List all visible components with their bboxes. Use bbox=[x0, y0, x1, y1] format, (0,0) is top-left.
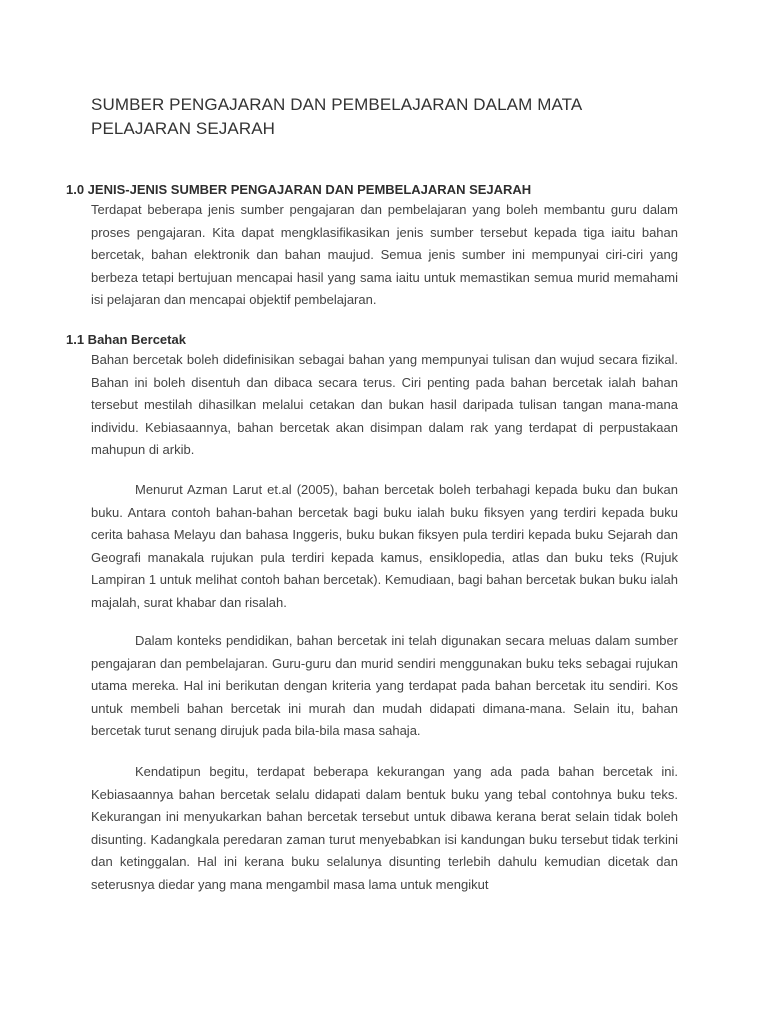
paragraph: Kendatipun begitu, terdapat beberapa kekurangan yang ada pada bahan bercetak ini. Kebiasaannya bahan bercetak selalu didapati dalam bentuk buku yang tebal contohnya buku teks. Kekurangan ini menyukarkan bahan bercetak tersebut untuk dibawa kerana berat selain tidak boleh disunting. Kadangkala peredaran zaman turut menyebabkan isi kandungan buku tersebut tidak terkini dan ketinggalan. Hal ini kerana buku selalunya disunting terlebih dahulu kemudian dicetak dan seterusnya diedar yang mana mengambil masa lama untuk mengikut bbox=[91, 764, 678, 892]
section-heading: 1.1 Bahan Bercetak bbox=[66, 332, 186, 347]
section-heading: 1.0 JENIS-JENIS SUMBER PENGAJARAN DAN PEMBELAJARAN SEJARAH bbox=[66, 182, 532, 197]
title-line: SUMBER PENGAJARAN DAN PEMBELAJARAN DALAM MATA bbox=[91, 95, 583, 114]
paragraph: Dalam konteks pendidikan, bahan bercetak ini telah digunakan secara meluas dalam sumber pengajaran dan pembelajaran. Guru-guru dan murid sendiri menggunakan buku teks sebagai rujukan utama mereka. Hal ini berikutan dengan kriteria yang terdapat pada bahan bercetak itu sendiri. Kos untuk membeli bahan bercetak ini murah dan mudah didapati dimana-mana. Selain itu, bahan bercetak turut senang dirujuk pada bila-bila masa sahaja. bbox=[91, 633, 678, 738]
document-title bbox=[91, 93, 651, 141]
paragraph: Bahan bercetak boleh didefinisikan sebagai bahan yang mempunyai tulisan dan wujud secara fizikal. Bahan ini boleh disentuh dan dibaca secara terus. Ciri penting pada bahan bercetak ialah bahan tersebut mestilah dihasilkan melalui cetakan dan bukan hasil daripada tulisan tangan mana-mana individu. Kebiasaannya, bahan bercetak akan disimpan dalam rak yang terdapat di perpustakaan mahupun di arkib. bbox=[91, 352, 678, 457]
paragraph: Menurut Azman Larut et.al (2005), bahan bercetak boleh terbahagi kepada buku dan bukan buku. Antara contoh bahan-bahan bercetak bagi buku ialah buku fiksyen yang terdiri kepada buku cerita bahasa Melayu dan bahasa Inggeris, buku bukan fiksyen pula terdiri kepada buku Sejarah dan Geografi manakala rujukan pula terdiri kepada kamus, ensiklopedia, atlas dan buku teks (Rujuk Lampiran 1 untuk melihat contoh bahan bercetak). Kemudiaan, bagi bahan bercetak bukan buku ialah majalah, surat khabar dan risalah. bbox=[91, 482, 678, 610]
paragraph: Terdapat beberapa jenis sumber pengajaran dan pembelajaran yang boleh membantu guru dalam proses pengajaran. Kita dapat mengklasifikasikan jenis sumber tersebut kepada tiga iaitu bahan bercetak, bahan elektronik dan bahan maujud. Semua jenis sumber ini mempunyai ciri-ciri yang berbeza tetapi bertujuan mencapai hasil yang sama iaitu untuk memastikan semua murid memahami isi pelajaran dan mencapai objektif pembelajaran. bbox=[91, 202, 678, 307]
title-line: PELAJARAN SEJARAH bbox=[91, 119, 276, 138]
